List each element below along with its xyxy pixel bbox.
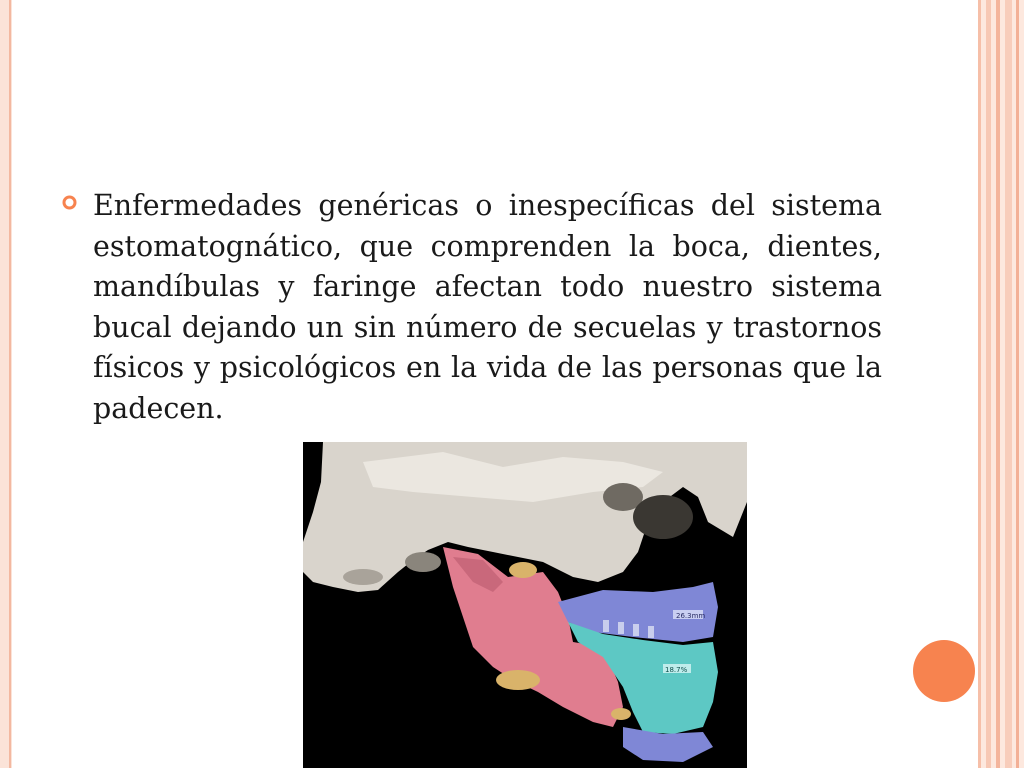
skull-mandible-image (303, 442, 747, 768)
accent-circle (913, 640, 975, 702)
skull-render-illustration (303, 442, 747, 768)
bullet-item (62, 186, 882, 429)
bullet-text: Enfermedades genéricas o inespecíficas del sistema estomatognático, que comprenden la boca, dientes, mandíbulas y faringe afectan todo nuestro sistema bucal dejando un sin número de secuelas y trastornos físicos y psicológicos en la vida de las personas que la padecen. (93, 189, 882, 425)
measurement-label-bottom: 18.7% (665, 666, 688, 674)
right-decorative-stripes (978, 0, 1024, 768)
circle-bullet-icon (62, 195, 77, 210)
left-border (0, 0, 12, 768)
measurement-label-top: 26.3mm (676, 612, 706, 620)
